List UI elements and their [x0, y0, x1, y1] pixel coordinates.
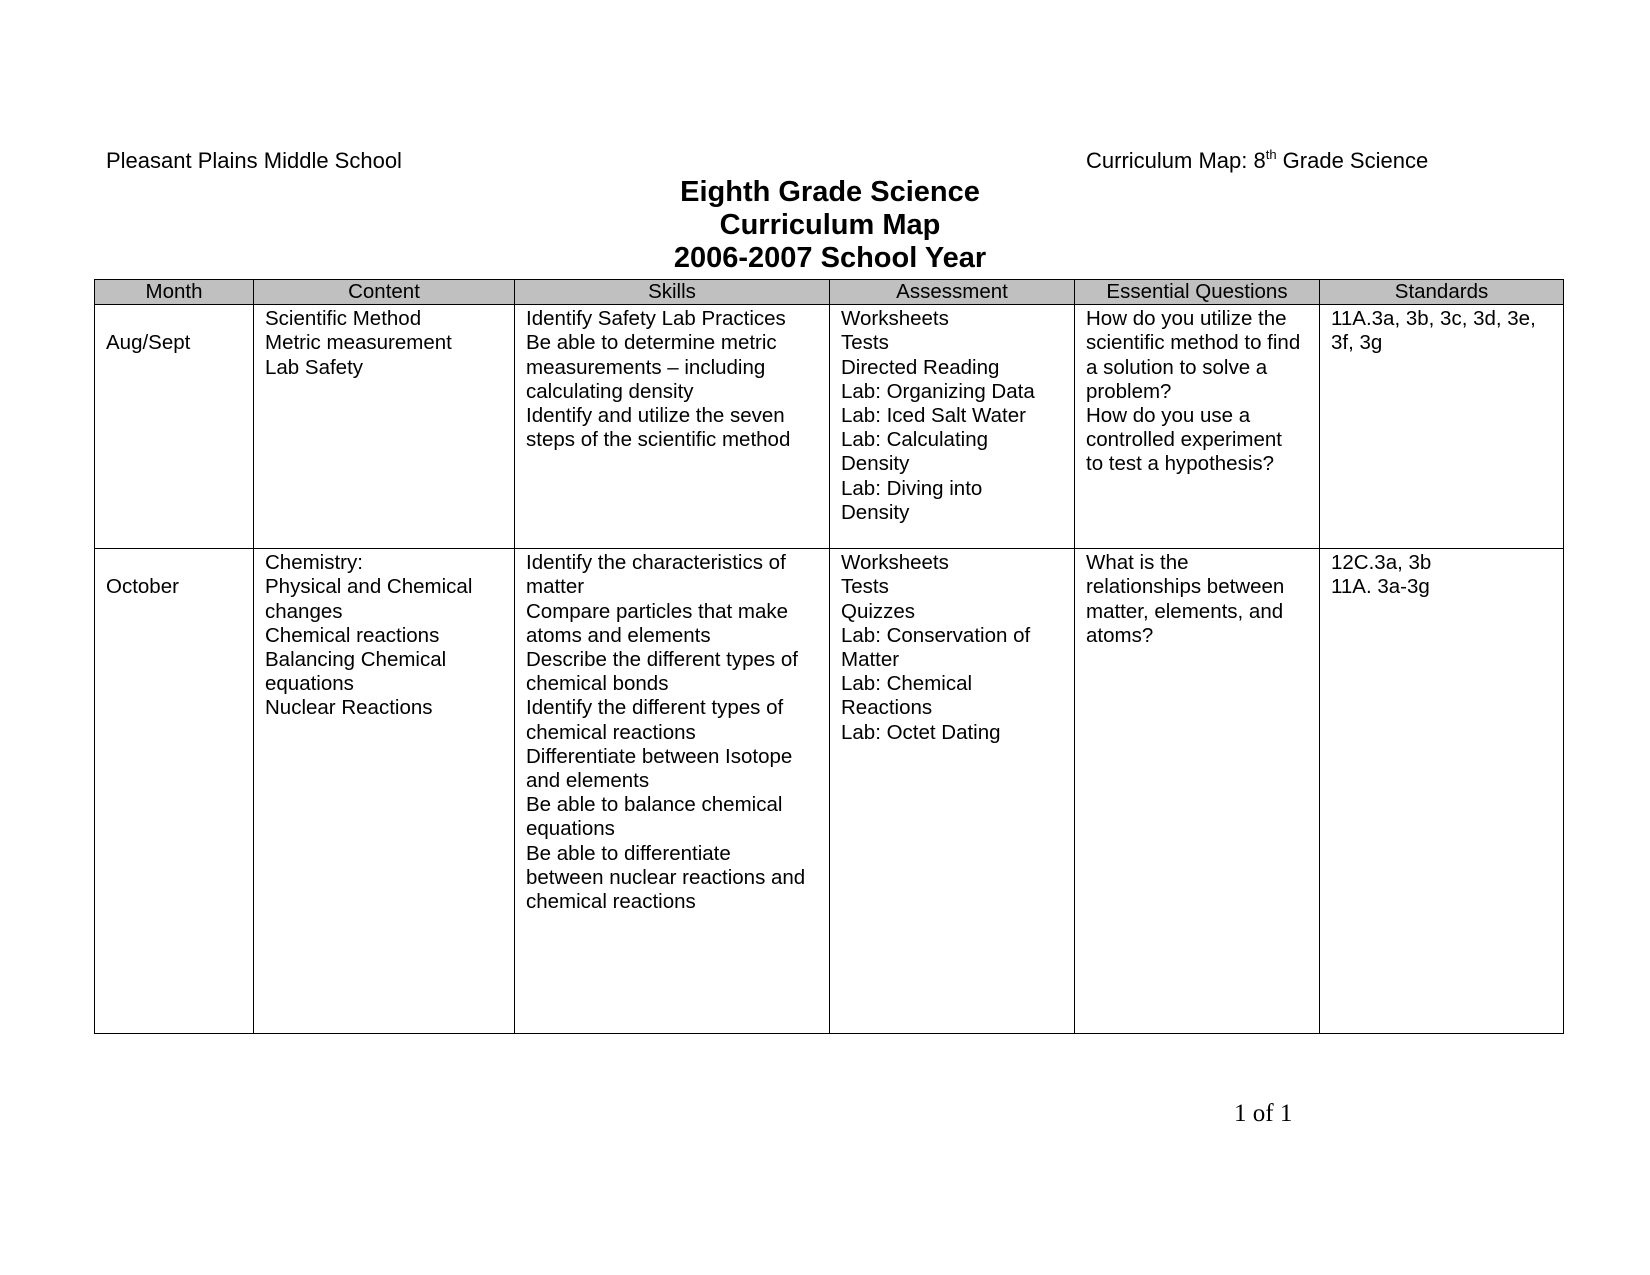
cell-line: Worksheets — [841, 307, 949, 331]
cell-line: 11A.3a, 3b, 3c, 3d, 3e, — [1331, 307, 1536, 331]
cell-line: between nuclear reactions and — [526, 865, 806, 889]
cell-line: steps of the scientific method — [526, 428, 791, 452]
cell-line: Lab: Iced Salt Water — [841, 404, 1026, 428]
table-header-row — [95, 280, 1564, 305]
cell-line: Chemical reactions — [265, 623, 440, 647]
table-row — [95, 305, 1564, 549]
cell-line: Lab: Calculating — [841, 428, 989, 452]
cell-line: relationships between — [1086, 575, 1285, 599]
content-cell — [254, 549, 515, 1034]
cell-line: How do you utilize the — [1086, 307, 1287, 331]
curriculum-table — [94, 279, 1564, 1034]
grade-ordinal-suffix: th — [1265, 147, 1277, 162]
skills-cell — [515, 305, 830, 549]
cell-line: Chemistry: — [265, 551, 363, 575]
school-name: Pleasant Plains Middle School — [106, 148, 402, 173]
cell-line: Density — [841, 500, 910, 524]
curriculum-map-prefix: Curriculum Map: 8 — [1086, 148, 1266, 173]
cell-line: calculating density — [526, 379, 694, 403]
cell-line: chemical reactions — [526, 720, 696, 744]
cell-line: Lab: Chemical — [841, 672, 973, 696]
cell-line: chemical bonds — [526, 672, 669, 696]
cell-line: Reactions — [841, 696, 933, 720]
cell-line: Lab: Organizing Data — [841, 379, 1035, 403]
cell-line: controlled experiment — [1086, 428, 1282, 452]
cell-line: Lab: Conservation of — [841, 623, 1031, 647]
cell-line: atoms and elements — [526, 623, 711, 647]
cell-line: equations — [265, 672, 354, 696]
cell-line: Balancing Chemical — [265, 648, 447, 672]
skills-cell — [515, 549, 830, 1034]
cell-line: 12C.3a, 3b — [1331, 551, 1432, 575]
cell-line: equations — [526, 817, 615, 841]
cell-line: Lab: Diving into — [841, 476, 983, 500]
essential-questions-cell — [1075, 305, 1320, 549]
cell-line: chemical reactions — [526, 890, 696, 914]
cell-line: Identify Safety Lab Practices — [526, 307, 786, 331]
month-cell: October — [95, 549, 254, 1034]
column-header-month: Month — [95, 280, 254, 305]
cell-line: 3f, 3g — [1331, 331, 1383, 355]
cell-line: Nuclear Reactions — [265, 696, 433, 720]
cell-line: measurements – including — [526, 355, 766, 379]
title-line-2: Curriculum Map — [719, 209, 941, 241]
cell-line: a solution to solve a — [1086, 355, 1268, 379]
curriculum-map-label — [1086, 148, 1428, 174]
cell-line: Be able to determine metric — [526, 331, 777, 355]
cell-line: What is the — [1086, 551, 1189, 575]
cell-line: Physical and Chemical — [265, 575, 473, 599]
cell-line: and elements — [526, 769, 650, 793]
cell-line: Differentiate between Isotope — [526, 744, 793, 768]
cell-line: Lab: Octet Dating — [841, 720, 1001, 744]
cell-line: Metric measurement — [265, 331, 452, 355]
standards-cell — [1320, 305, 1564, 549]
table-row — [95, 549, 1564, 1034]
content-cell — [254, 305, 515, 549]
cell-line: Identify the characteristics of — [526, 551, 786, 575]
title-line-3: 2006-2007 School Year — [673, 242, 987, 274]
essential-questions-cell — [1075, 549, 1320, 1034]
cell-line: atoms? — [1086, 623, 1154, 647]
cell-line: Identify the different types of — [526, 696, 784, 720]
cell-line: Tests — [841, 331, 889, 355]
cell-line: problem? — [1086, 379, 1172, 403]
cell-line: Quizzes — [841, 599, 916, 623]
cell-line: How do you use a — [1086, 404, 1251, 428]
cell-line: Lab Safety — [265, 355, 364, 379]
column-header-skills: Skills — [515, 280, 830, 305]
cell-line: Tests — [841, 575, 889, 599]
assessment-cell — [830, 549, 1075, 1034]
cell-line: Be able to balance chemical — [526, 793, 783, 817]
title-line-1: Eighth Grade Science — [680, 176, 980, 208]
cell-line: Density — [841, 452, 910, 476]
column-header-essential-questions: Essential Questions — [1075, 280, 1320, 305]
cell-line: Matter — [841, 648, 900, 672]
curriculum-map-suffix: Grade Science — [1276, 148, 1429, 173]
cell-line: Worksheets — [841, 551, 949, 575]
assessment-cell — [830, 305, 1075, 549]
column-header-content: Content — [254, 280, 515, 305]
cell-line: Directed Reading — [841, 355, 1000, 379]
column-header-assessment: Assessment — [830, 280, 1075, 305]
cell-line: to test a hypothesis? — [1086, 452, 1275, 476]
month-cell: Aug/Sept — [95, 305, 254, 549]
cell-line: Describe the different types of — [526, 648, 798, 672]
cell-line: Identify and utilize the seven — [526, 404, 785, 428]
standards-cell — [1320, 549, 1564, 1034]
document-title — [94, 176, 1566, 275]
cell-line: Scientific Method — [265, 307, 422, 331]
page-number: 1 of 1 — [1234, 1100, 1293, 1127]
cell-line: Compare particles that make — [526, 599, 789, 623]
cell-line: 11A. 3a-3g — [1331, 575, 1430, 599]
cell-line: changes — [265, 599, 343, 623]
cell-line: Be able to differentiate — [526, 841, 731, 865]
column-header-standards: Standards — [1320, 280, 1564, 305]
cell-line: scientific method to find — [1086, 331, 1301, 355]
cell-line: matter, elements, and — [1086, 599, 1284, 623]
cell-line: matter — [526, 575, 585, 599]
